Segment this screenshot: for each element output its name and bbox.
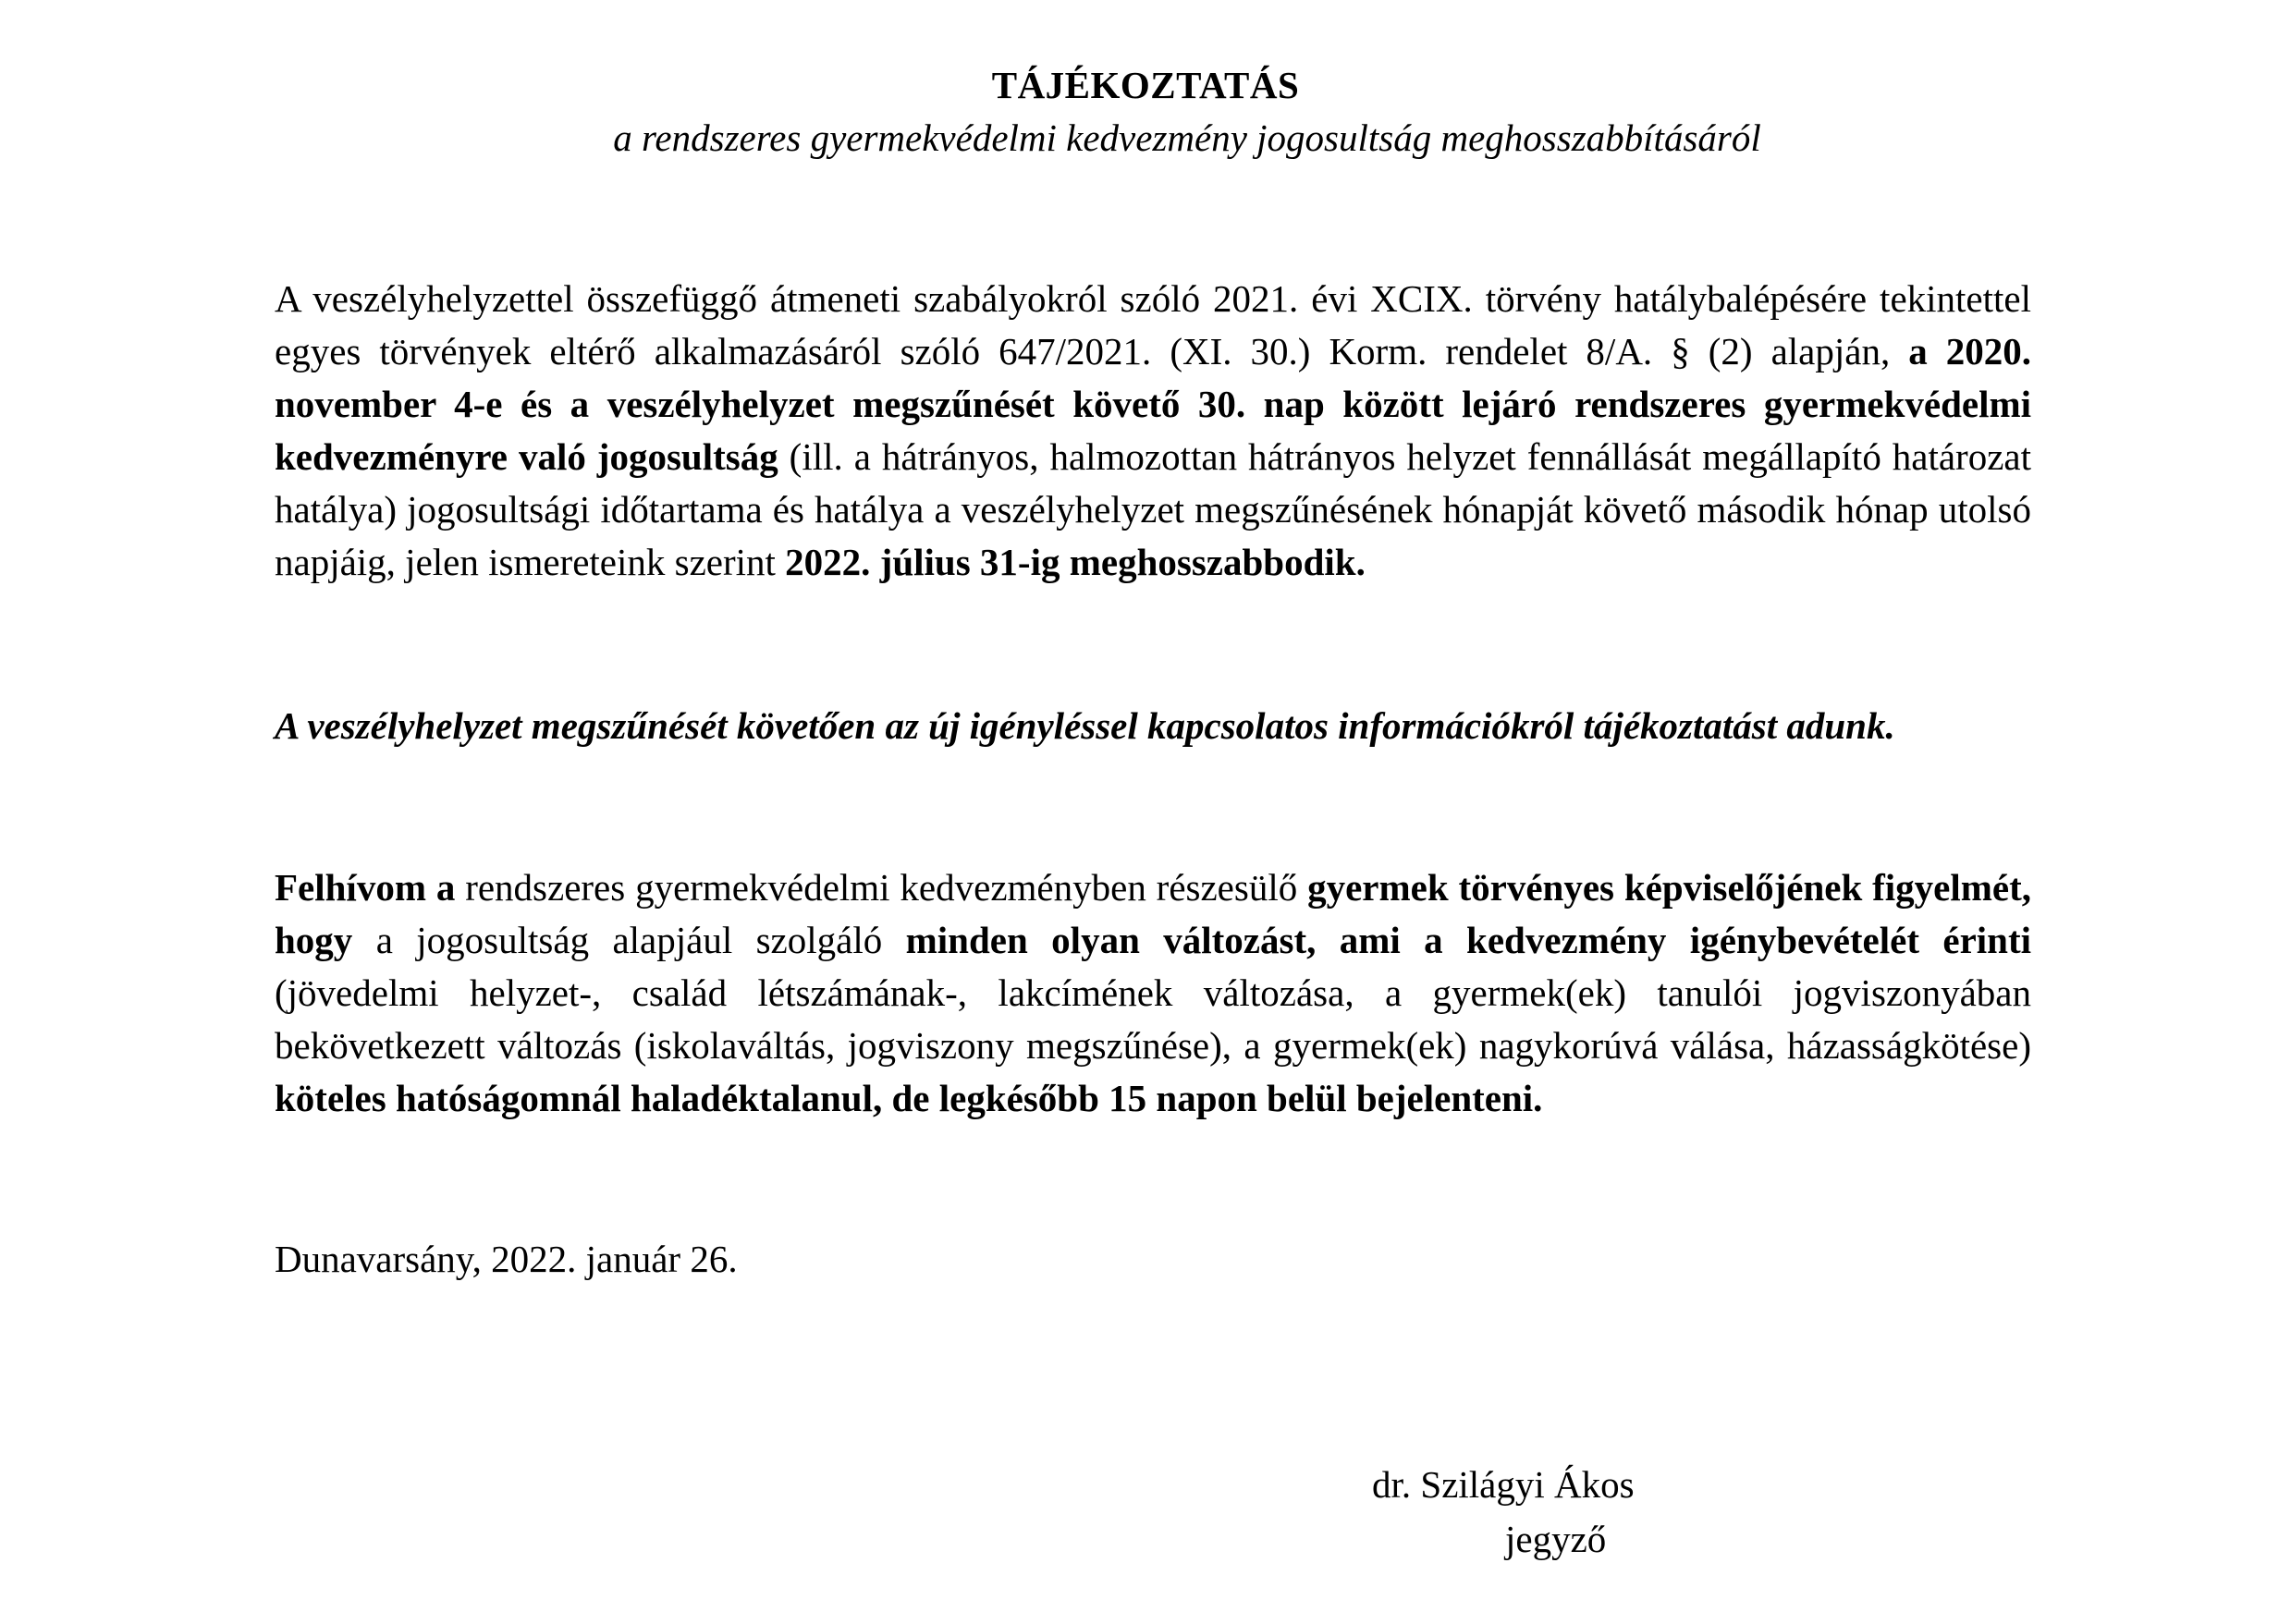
paragraph-3-segment-bold: minden olyan változást, ami a kedvezmény igénybevételét érinti (905, 919, 2032, 961)
signatory-name: dr. Szilágyi Ákos (1372, 1463, 1635, 1506)
document-title: TÁJÉKOZTATÁS (991, 64, 1300, 106)
paragraph-1-segment-bold: 2022. július 31-ig meghosszabbodik. (785, 541, 1366, 583)
document-subtitle: a rendszeres gyermekvédelmi kedvezmény jogosultság meghosszabbításáról (613, 116, 1761, 159)
paragraph-info-notice: A veszélyhelyzet megszűnését követően az új igényléssel kapcsolatos információkról tájékoztatást adunk. (275, 704, 1895, 747)
paragraph-1-segment: (ill. a hátrányos, halmozottan hátrányos helyzet fennállását megállapító határozat hatálya) jogosultsági időtartama és hatálya a veszélyhelyzet megszűnésének hónapját követő második hónap utolsó napjáig, jelen ismereteink szerint (275, 435, 2031, 583)
paragraph-3-segment-bold: gyermek törvényes képviselőjének figyelmét, hogy (275, 866, 2031, 961)
paragraph-1-segment-bold: a 2020. november 4-e és a veszélyhelyzet megszűnését követő 30. nap között lejáró rendszeres gyermekvédelmi kedvezményre való jogosultság (275, 330, 2031, 478)
paragraph-3-segment-bold: köteles hatóságomnál haladéktalanul, de legkésőbb 15 napon belül bejelenteni. (275, 1077, 1543, 1119)
paragraph-3-segment: rendszeres gyermekvédelmi kedvezményben részesülő (455, 866, 1308, 909)
paragraph-reporting-obligation (275, 861, 2031, 1125)
paragraph-extension-notice (275, 273, 2031, 589)
paragraph-3-segment-bold: Felhívom a (275, 866, 456, 909)
paragraph-3-segment: (jövedelmi helyzet-, család létszámának-, lakcímének változása, a gyermek(ek) tanulói jogviszonyában bekövetkezett változás (iskolaváltás, jogviszony megszűnése), a gyermek(ek) nagykorúvá válása, házasságkötése) (275, 971, 2031, 1067)
paragraph-3-segment: a jogosultság alapjául szolgáló (352, 919, 906, 961)
date-line: Dunavarsány, 2022. január 26. (275, 1238, 738, 1280)
paragraph-1-segment: A veszélyhelyzettel összefüggő átmeneti szabályokról szóló 2021. évi XCIX. törvény hatálybalépésére tekintettel egyes törvények eltérő alkalmazásáról szóló 647/2021. (XI. 30.) Korm. rendelet 8/A. § (2) alapján, (275, 277, 2031, 372)
signatory-title: jegyző (1505, 1518, 1607, 1560)
